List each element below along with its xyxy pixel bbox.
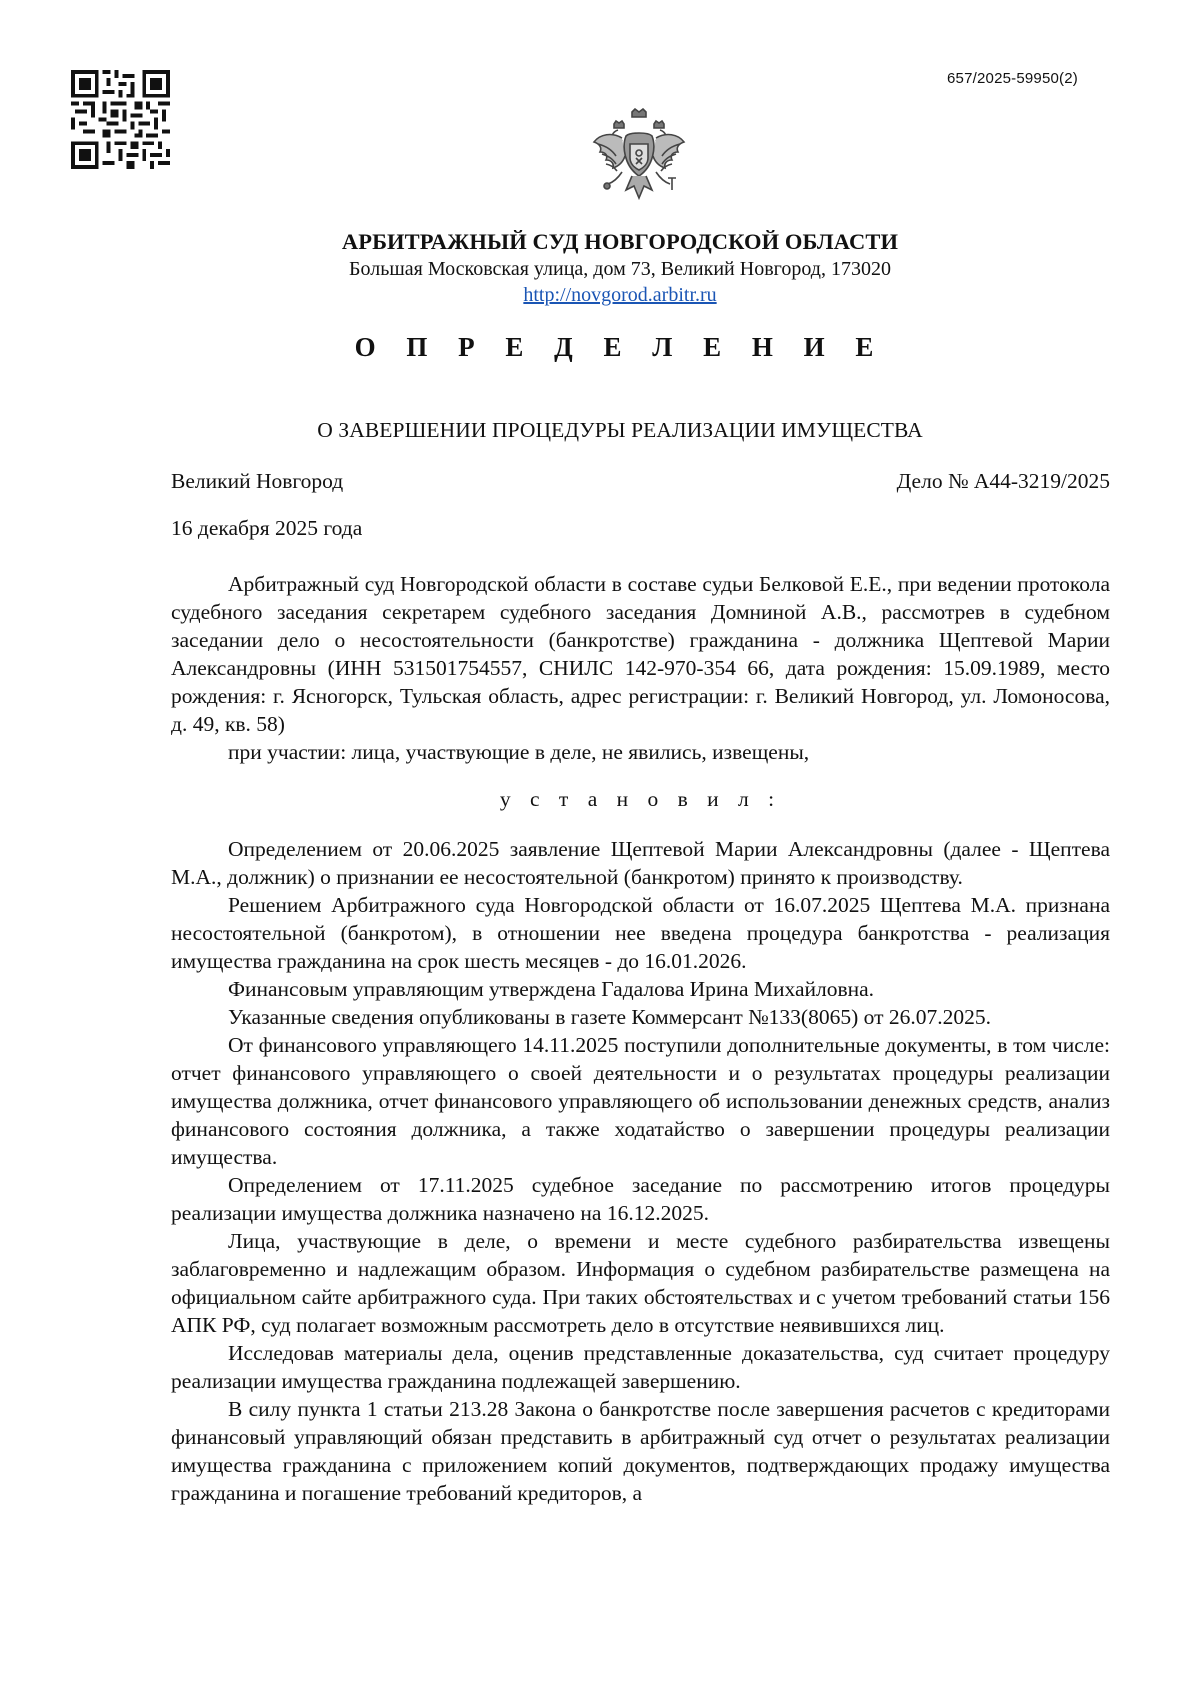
issue-city: Великий Новгород (171, 469, 344, 493)
case-number: Дело № А44-3219/2025 (896, 469, 1110, 493)
coat-of-arms-icon (592, 108, 686, 208)
court-name: АРБИТРАЖНЫЙ СУД НОВГОРОДСКОЙ ОБЛАСТИ (341, 229, 899, 254)
body-paragraph: Указанные сведения опубликованы в газете Коммерсант №133(8065) от 26.07.2025. (228, 1005, 991, 1029)
document-subject: О ЗАВЕРШЕНИИ ПРОЦЕДУРЫ РЕАЛИЗАЦИИ ИМУЩЕСТВА (317, 418, 923, 442)
body-paragraph: Финансовым управляющим утверждена Гадалова Ирина Михайловна. (228, 977, 875, 1001)
body-paragraph: От финансового управляющего 14.11.2025 поступили дополнительные документы, в том числе: отчет финансового управляющего о своей деятельности и о результатах процедуры реализации имущества должника, отчет финансового управляющего об использовании денежных средств, анализ финансового состояния должника, а также ходатайство о завершении процедуры реализации имущества. (171, 1033, 1110, 1169)
document-body (171, 570, 1110, 1507)
document-number: 657/2025-59950(2) (946, 70, 1078, 87)
qr-code-icon (71, 70, 170, 169)
body-paragraph: Определением от 17.11.2025 судебное заседание по рассмотрению итогов процедуры реализации имущества должника назначено на 16.12.2025. (171, 1173, 1110, 1225)
body-paragraph: В силу пункта 1 статьи 213.28 Закона о банкротстве после завершения расчетов с кредиторами финансовый управляющий обязан представить в арбитражный суд отчет о результатах реализации имущества гражданина с приложением копий документов, подтверждающих продажу имущества гражданина и погашение требований кредиторов, а (171, 1397, 1110, 1505)
court-header (160, 228, 1080, 308)
body-paragraph: Исследовав материалы дела, оценив представленные доказательства, суд считает процедуру реализации имущества гражданина подлежащей завершению. (171, 1341, 1110, 1393)
body-paragraph: Определением от 20.06.2025 заявление Щептевой Марии Александровны (далее - Щептева М.А., должник) о признании ее несостоятельной (банкротом) принято к производству. (171, 837, 1110, 889)
court-address: Большая Московская улица, дом 73, Великий Новгород, 173020 (349, 258, 891, 280)
body-paragraph: Решением Арбитражного суда Новгородской области от 16.07.2025 Щептева М.А. признана несостоятельной (банкротом), в отношении нее введена процедура банкротства - реализация имущества гражданина на срок шесть месяцев - до 16.01.2026. (171, 893, 1110, 973)
document-type-title: О П Р Е Д Е Л Е Н И Е (354, 332, 886, 362)
body-paragraph: Лица, участвующие в деле, о времени и месте судебного разбирательства извещены заблаговременно и надлежащим образом. Информация о судебном разбирательстве размещена на официальном сайте арбитражного суда. При таких обстоятельствах и с учетом требований статьи 156 АПК РФ, суд полагает возможным рассмотреть дело в отсутствие неявившихся лиц. (171, 1229, 1110, 1337)
established-heading: у с т а н о в и л : (499, 787, 782, 811)
intro-paragraph: при участии: лица, участвующие в деле, не явились, извещены, (228, 740, 810, 764)
court-website-link[interactable]: http://novgorod.arbitr.ru (523, 284, 717, 306)
issue-date: 16 декабря 2025 года (171, 516, 363, 540)
intro-paragraph: Арбитражный суд Новгородской области в составе судьи Белковой Е.Е., при ведении протокола судебного заседания секретарем судебного заседания Домниной А.В., рассмотрев в судебном заседании дело о несостоятельности (банкротстве) гражданина - должника Щептевой Марии Александровны (ИНН 531501754557, СНИЛС 142-970-354 66, дата рождения: 15.09.1989, место рождения: г. Ясногорск, Тульская область, адрес регистрации: г. Великий Новгород, ул. Ломоносова, д. 49, кв. 58) (171, 572, 1110, 736)
